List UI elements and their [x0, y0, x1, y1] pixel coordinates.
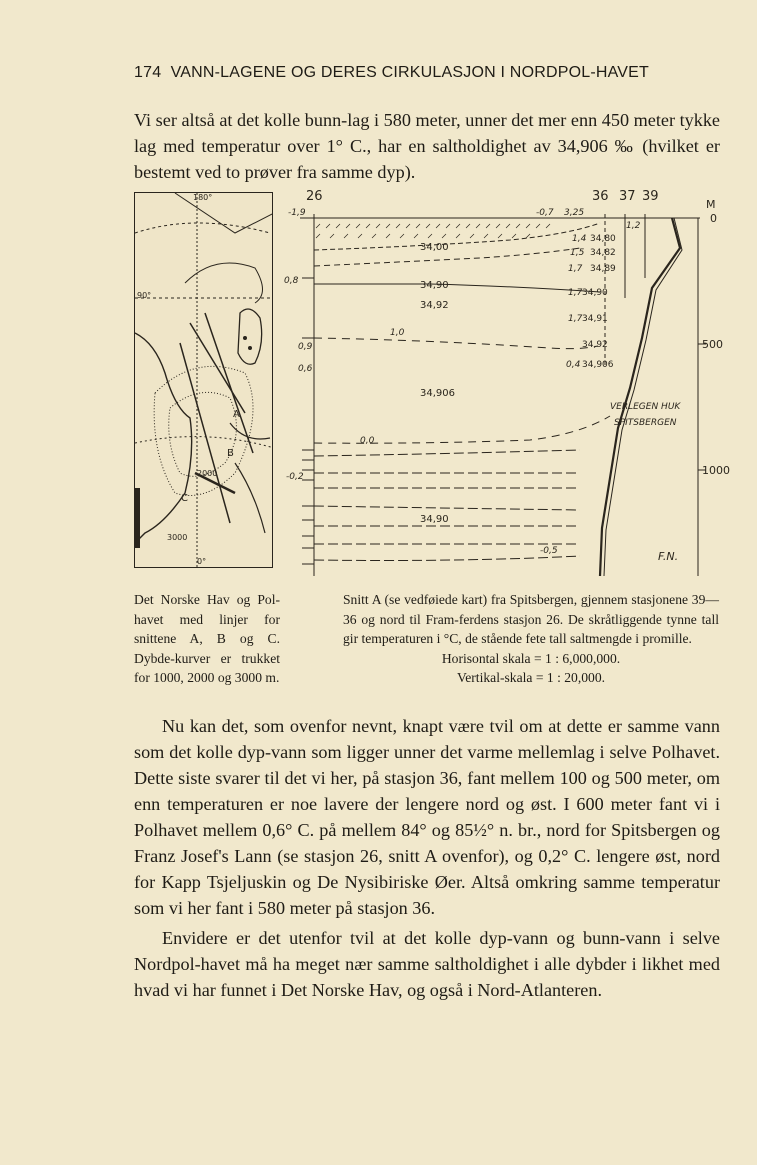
- section-caption-main: Snitt A (se vedføiede kart) fra Spitsbergen, gjennem stasjonene 39—36 og nord til Fram-ferdens stasjon 26. De skråtliggende tynne tall gir temperaturen i °C, de stående fete tall saltmengde i promille.: [343, 592, 719, 646]
- author-signature: F.N.: [658, 550, 679, 563]
- temp-label: 1,7: [568, 288, 583, 298]
- section-drawing: [280, 188, 726, 578]
- paragraph-2: Nu kan det, som ovenfor nevnt, knapt være tvil om at dette er samme vann som det kolle dyp-vann som ligger unner det varme mellemlag i selve Polhavet. Dette siste svarer til det vi her, på stasjon 36, fant mellem 100 og 500 meter, om enn temperaturen er noe lavere der lengere nord og øst. I 600 meter fant vi i Polhavet mellem 0,6° C. på mellem 84° og 85½° n. br., nord for Spitsbergen og Franz Josef's Lann (se stasjon 26, snitt A ovenfor), og 0,2° C. lengere øst, nord for Kapp Tsjeljuskin og De Nysibiriske Øer. Altså omkring samme temperatur som vi her fant i 580 meter på stasjon 36.: [134, 716, 720, 918]
- depth-tick-500: 500: [702, 338, 723, 351]
- depth-tick-0: 0: [710, 212, 717, 225]
- salinity-label: 34,92: [582, 340, 608, 350]
- salinity-label: 34,906: [582, 360, 614, 370]
- vertical-scale: Vertikal-skala = 1 : 20,000.: [456, 670, 606, 685]
- arctic-map-drawing: [135, 193, 273, 568]
- section-diagram: [280, 188, 730, 578]
- temp-label: 1,7: [568, 264, 583, 274]
- section-caption: [343, 590, 719, 688]
- salinity-label: 34,92: [420, 300, 449, 311]
- map-label-0: 0°: [197, 557, 207, 566]
- salinity-label: 34,80: [590, 234, 616, 244]
- salinity-label: 34,91: [582, 314, 608, 324]
- map-letter-c: C: [181, 493, 188, 504]
- page-header: [134, 64, 674, 82]
- temp-label: 0,8: [284, 276, 299, 286]
- temp-label: 0,0: [360, 436, 375, 446]
- depth-tick-1000: 1000: [702, 464, 730, 477]
- temp-label: -1,9: [288, 208, 306, 218]
- map-label-3000: 3000: [167, 533, 188, 542]
- station-37: 37: [619, 189, 636, 204]
- salinity-label: 34,89: [590, 264, 616, 274]
- temp-label: 0,4: [566, 360, 581, 370]
- map-letter-a: A: [233, 409, 240, 420]
- station-36: 36: [592, 189, 609, 204]
- temp-label: -0,2: [286, 472, 304, 482]
- temp-label: 1,7: [568, 314, 583, 324]
- paragraph-3: Envidere er det utenfor tvil at det kolle dyp-vann og bunn-vann i selve Nordpol-havet må ha meget nær samme saltholdighet i alle dybder i likhet med hvad vi har funnet i Det Norske Hav, og også i Nord-Atlanteren.: [134, 928, 720, 1000]
- salinity-label: 34,90: [582, 288, 608, 298]
- paragraph-1: Vi ser altså at det kolle bunn-lag i 580 meter, unner det mer enn 450 meter tykke lag med temperatur over 1° C., har en saltholdighet av 34,906 ‰ (hvilket er bestemt ved to prøver fra samme dyp).: [134, 110, 720, 182]
- temp-label: -0,7: [536, 208, 554, 218]
- temp-label: 1,0: [390, 328, 405, 338]
- salinity-label: 34,00: [420, 242, 449, 253]
- salinity-label: 34,906: [420, 388, 455, 399]
- arctic-map: [134, 192, 273, 568]
- map-caption: Det Norske Hav og Pol-havet med linjer for snittene A, B og C. Dybde-kurver er trukket for 1000, 2000 og 3000 m.: [134, 592, 280, 685]
- map-label-2000: 2000: [197, 469, 218, 478]
- map-letter-b: B: [227, 448, 234, 459]
- salinity-label: 34,90: [420, 514, 449, 525]
- depth-unit: M: [706, 198, 716, 211]
- salinity-label: 34,82: [590, 248, 616, 258]
- temp-label: 1,5: [570, 248, 585, 258]
- salinity-label: 34,90: [420, 280, 449, 291]
- horizontal-scale: Horisontal skala = 1 : 6,000,000.: [441, 650, 621, 666]
- temp-label: 0,9: [298, 342, 313, 352]
- temp-label: 0,6: [298, 364, 313, 374]
- place-verlegen-huk: VERLEGEN HUK: [610, 402, 681, 412]
- place-spitsbergen: SPITSBERGEN: [614, 418, 677, 428]
- page-number: 174: [134, 64, 162, 81]
- station-39: 39: [642, 189, 659, 204]
- temp-label: -0,5: [540, 546, 558, 556]
- running-title: VANN-LAGENE OG DERES CIRKULASJON I NORDPOL-HAVET: [170, 64, 650, 81]
- station-26: 26: [306, 189, 323, 204]
- temp-label: 3,25: [564, 208, 585, 218]
- temp-label: 1,4: [572, 234, 587, 244]
- map-label-180: 180°: [193, 193, 213, 202]
- map-label-90: 90°: [137, 291, 152, 300]
- temp-label: 1,2: [626, 221, 641, 231]
